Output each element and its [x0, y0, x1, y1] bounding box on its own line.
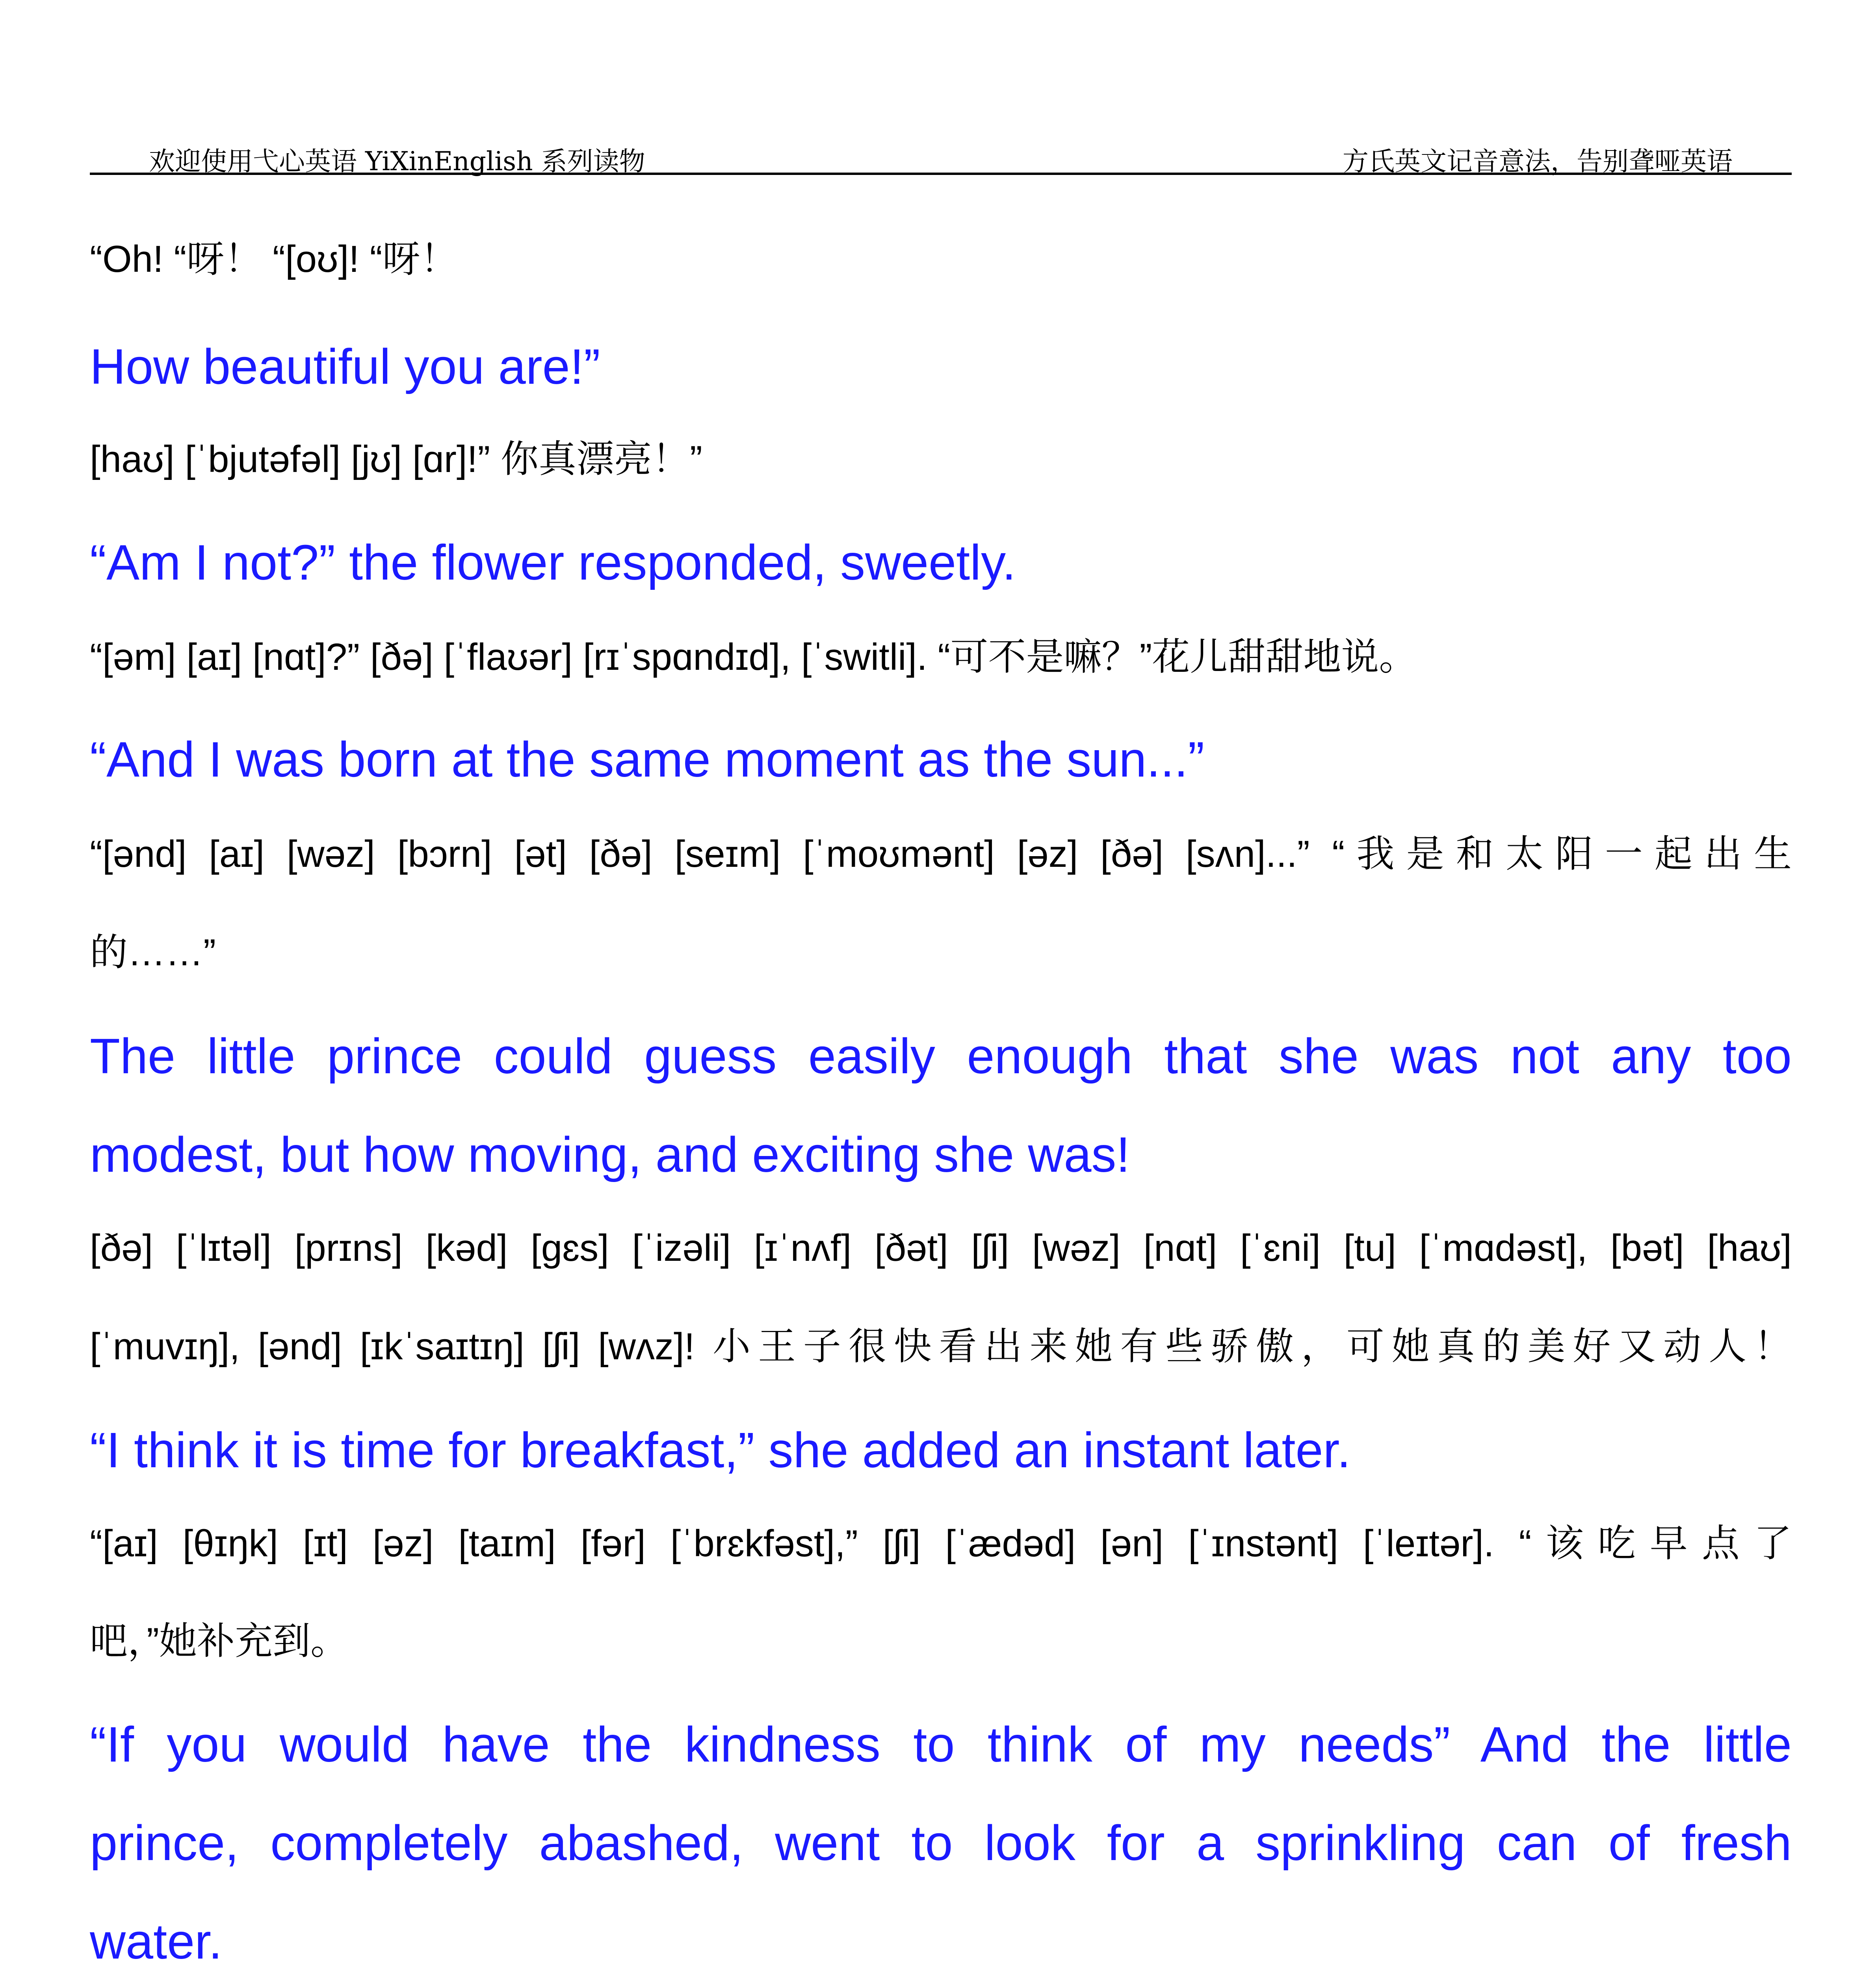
- english-line: How beautiful you are!”: [90, 339, 600, 394]
- english-line: The little prince could guess easily enough that she was not any too: [90, 1028, 1792, 1084]
- phonetic-line: 吧，”她补充到。: [90, 1620, 348, 1662]
- phonetic-line: “[ənd] [aɪ] [wəz] [bɔrn] [ət] [ðə] [seɪm] [ˈmoʊmənt] [əz] [ðə] [sʌn]...” “我是和太阳一起出生: [90, 833, 1792, 875]
- header-left: 欢迎使用弋心英语 YiXinEnglish 系列读物: [149, 146, 645, 177]
- english-line: prince, completely abashed, went to look for a sprinkling can of fresh: [90, 1815, 1792, 1871]
- header-right: 方氏英文记音意法，告别聋哑英语: [1343, 146, 1733, 177]
- phonetic-line: “[əm] [aɪ] [nɑt]?” [ðə] [ˈflaʊər] [rɪˈspɑndɪd], [ˈswitli]. “可不是嘛？”花儿甜甜地说。: [90, 636, 1417, 678]
- english-line: “And I was born at the same moment as the sun...”: [90, 732, 1205, 787]
- phonetic-line: “[aɪ] [θɪŋk] [ɪt] [əz] [taɪm] [fər] [ˈbrɛkfəst],” [ʃi] [ˈædəd] [ən] [ˈɪnstənt] [ˈleɪtər]. “该吃早点了: [90, 1522, 1792, 1565]
- phonetic-line: [haʊ] [ˈbjutəfəl] [jʊ] [ɑr]!” 你真漂亮！”: [90, 438, 702, 480]
- text-line: “Oh! “呀！ “[oʊ]! “呀！: [90, 238, 458, 280]
- phonetic-line: [ˈmuvɪŋ], [ənd] [ɪkˈsaɪtɪŋ] [ʃi] [wʌz]! 小王子很快看出来她有些骄傲，可她真的美好又动人！: [90, 1325, 1792, 1368]
- english-line: “I think it is time for breakfast,” she added an instant later.: [90, 1422, 1351, 1478]
- english-line: water.: [90, 1914, 223, 1969]
- phonetic-line: [ðə] [ˈlɪtəl] [prɪns] [kəd] [gɛs] [ˈizəli] [ɪˈnʌf] [ðət] [ʃi] [wəz] [nɑt] [ˈɛni] [tu] [ˈmɑdəst], [bət] [haʊ]: [90, 1227, 1792, 1269]
- page-header: [90, 136, 1792, 175]
- english-line: modest, but how moving, and exciting she was!: [90, 1127, 1130, 1182]
- phonetic-line: 的……”: [90, 931, 216, 974]
- english-line: “Am I not?” the flower responded, sweetly.: [90, 535, 1016, 590]
- english-line: “If you would have the kindness to think of my needs” And the little: [90, 1717, 1792, 1772]
